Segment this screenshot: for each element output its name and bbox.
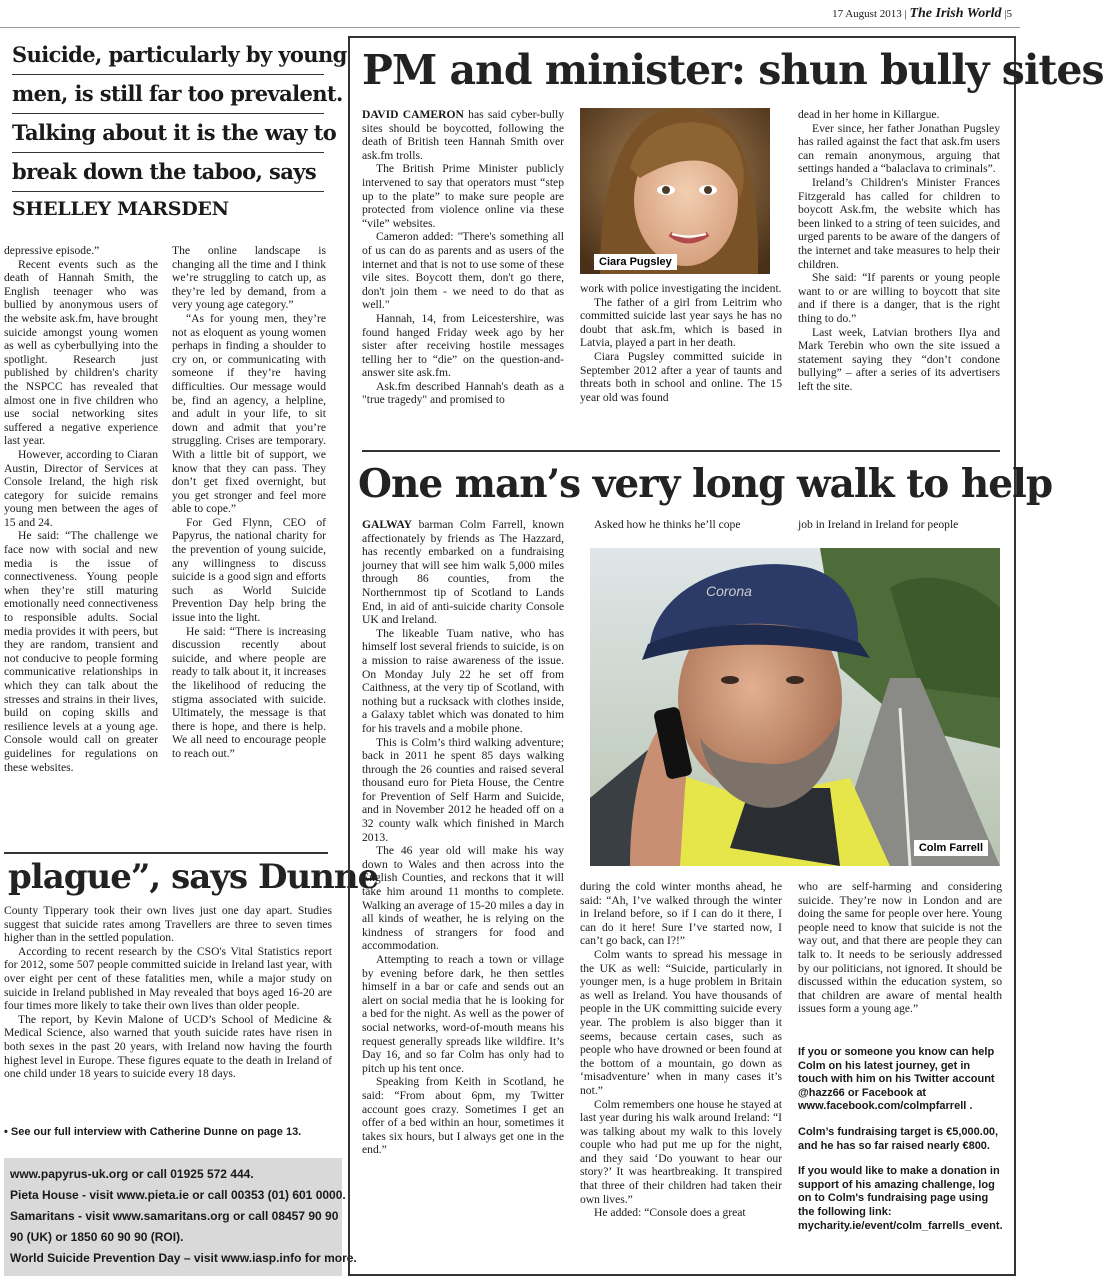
paragraph: Ireland’s Children's Minister Frances Fitzgerald has called for children to boycott Ask.fm, the website which has been linked to a string of teen suicides, and urged parents to be aware of the dangers of the internet and take measures to help their children. (798, 175, 1000, 271)
walk-article-column-2 (580, 880, 782, 1260)
deck-line: Talking about it is the way to (12, 114, 324, 153)
paragraph: The father of a girl from Leitrim who committed suicide last year says he has no doubt that ask.fm, which is based in Latvia, played a part in her death. (580, 295, 782, 350)
helpline-line: www.papyrus-uk.org or call 01925 572 444. (10, 1167, 254, 1181)
paragraph: She said: “If parents or young people want to or are willing to boycott that site and if there is a danger, that is the right thing to do.” (798, 271, 1000, 325)
paragraph: The report, by Kevin Malone of UCD’s School of Medicine & Medical Science, also warned that youth suicide rates have risen in both sexes in the past 20 years, with Ireland now having the fourth highest level in Europe. These figures equate to the death in Ireland of one child under 18 years to suicide every 18 days. (4, 1012, 332, 1081)
paragraph: He said: “There is increasing discussion recently about suicide, and where people are ready to talk about it, it increases the likelihood of reducing the stigma associated with suicide. Ultimately, the message is that there is hope, and there is help. We all need to encourage people to reach out.” (172, 624, 326, 760)
helpline-line: 90 (UK) or 1850 60 90 90 (ROI). (10, 1230, 184, 1244)
header-meta (832, 6, 1012, 22)
paragraph: during the cold winter months ahead, he said: “Ah, I’ve walked through the winter in Ireland before, so if I can do it there, I can do it here! Sure I’ve started now, I can’t go back, can I?!” (580, 880, 782, 948)
helpline-line: Pieta House - visit www.pieta.ie or call 00353 (01) 601 0000. (10, 1188, 346, 1202)
paragraph: Hannah, 14, from Leicestershire, was found hanged Friday week ago by her sister after receiving hostile messages telling her to “die” on the question-and-answer site ask.fm. (362, 311, 564, 380)
deck-line: break down the taboo, says (12, 153, 324, 192)
paragraph: Colm remembers one house he stayed at last year during his walk around Ireland: “I was talking about my walk to this lovely couple who had put me up for the night, and they said ‘Do youwant to hear our story?’ It was heartbreaking. It transpired that three of their children had taken their own lives.” (580, 1097, 782, 1206)
paragraph: “As for young men, they’re not as eloquent as young women perhaps in finding a shoulder to cry on, or communicating with someone if they’re having difficulties. Our message would be, find an agency, a helpline, and adult in your life, to sit down and admit that you’re struggling. Crises are temporary. With a little bit of support, we know that they can pass. They don’t get fixed overnight, but you get stronger and feel more able to cope.” (172, 311, 326, 516)
dunne-article-body (4, 904, 332, 1114)
paragraph: This is Colm’s third walking adventure; back in 2011 he spent 85 days walking through the 26 counties and raised several thousand euro for Pieta House, the Centre for Prevention of Self Harm and Suicide, and in November 2012 he headed off on a 32 county walk which finished in March 2013. (362, 735, 564, 844)
paragraph: dead in her home in Killargue. (798, 108, 940, 121)
paragraph: job in Ireland in Ireland for people (798, 518, 959, 531)
page-number: 5 (1006, 8, 1012, 20)
paragraph: County Tipperary took their own lives just one day apart. Studies suggest that suicide rates among Travellers are three to seven times higher than in the settled population. (4, 904, 332, 945)
dunne-interview-note: • See our full interview with Catherine Dunne on page 13. (4, 1126, 302, 1138)
paragraph: Ask.fm described Hannah's death as a "true tragedy" and promised to (362, 379, 564, 407)
left-article-column-2 (172, 244, 326, 842)
paragraph: Last week, Latvian brothers Ilya and Mark Terebin who own the site issued a statement saying they “don’t condone bullying” – after a series of its advertisers left the site. (798, 325, 1000, 393)
paragraph: However, according to Ciaran Austin, Director of Services at Console Ireland, the high risk category for suicide remains young men between the ages of 15 and 24. (4, 447, 158, 529)
lead-text: barman Colm Farrell, known affectionately by friends as The Hazzard, has recently embarked on a fundraising journey that will see him walk 5,000 miles through 86 counties, from the Northernmost tip of Scotland to Lands End, in aid of anti-suicide charity Console UK and Ireland. (362, 518, 564, 627)
lead-word: DAVID CAMERON (362, 108, 464, 121)
paragraph: According to recent research by the CSO's Vital Statistics report for 2012, some 507 people committed suicide in Ireland last year, with over eight per cent of these fatalities men, while a major study on suicide in Ireland published in May revealed that boys aged 16-20 are four times more likely to take their own lives than older people. (4, 944, 332, 1013)
paragraph (362, 518, 564, 627)
header-separator: | (1004, 8, 1007, 20)
paragraph: Recent events such as the death of Hannah Smith, the English teenager who was bullied by anonymous users of the website ask.fm, have brought suicide amongst young women as well as cyberbullying into the spotlight. Research just published by children's charity the NSPCC has revealed that almost one in five children who use social networking sites suffered a negative experience last year. (4, 257, 158, 448)
paragraph: He said: “The challenge we face now with social and new media is the issue of connectiveness. Young people when they’re still maturing emotionally need connectiveness to responsible adults. Social media provides it with peers, but they are random, transient and not conducive to people forming communicative relationships in which they can talk about the stresses and strains in their lives, build on coping skills and resilience levels at a young age. Console would call on greater guidelines for regulations on these websites. (4, 529, 158, 774)
paragraph: He added: “Console does a great (594, 1206, 746, 1220)
paragraph: The 46 year old will make his way down to Wales and then across into the English Counties, and reckons that it will take him around 11 months to complete. Walking an average of 15-20 miles a day in all kinds of weather, he is relying on the kindness of strangers for food and accommodation. (362, 844, 564, 953)
paragraph: work with police investigating the incident. (580, 282, 782, 295)
issue-date: 17 August 2013 (832, 8, 902, 20)
paragraph: Ever since, her father Jonathan Pugsley has railed against the fact that ask.fm users can remain anonymous, arguing that settings handed a “balaclava to criminals”. (798, 121, 1000, 176)
paragraph: Ciara Pugsley committed suicide in September 2012 after a year of taunts and threats both in school and online. The 15 year old was found (580, 349, 782, 404)
portrait-image (580, 108, 770, 274)
paragraph: Cameron added: "There's something all of us can do as parents and as users of the internet and that is not to use some of these vile sites. Boycott them, don't go there, don't join them - we need to do that as well." (362, 230, 564, 312)
section-divider (362, 450, 1000, 452)
paragraph: depressive episode.” (4, 244, 100, 257)
sidebar-paragraph: If you would like to make a donation in support of his amazing challenge, log on to Colm's fundraising page using the following link: mycharity.ie/event/colm_farrells_event. (798, 1165, 1003, 1232)
header-separator: | (904, 8, 910, 20)
paragraph (362, 108, 564, 162)
pm-article-column-3 (798, 108, 1000, 432)
page-header (0, 0, 1020, 28)
sidebar-paragraph: If you or someone you know can help Colm on his latest journey, get in touch with him on his Twitter account @hazz66 or Facebook at www.facebook.com/colmpfarrell . (798, 1046, 995, 1113)
walk-fundraising-sidebar (798, 1046, 1002, 1246)
walk-headline: One man’s very long walk to help (358, 461, 1053, 507)
left-article-column-1 (4, 244, 158, 842)
photo-caption: Ciara Pugsley (594, 254, 677, 270)
paragraph: Speaking from Keith in Scotland, he said: “From about 6pm, my Twitter account goes crazy. Sometimes I get an offer of a bed within an hour, sometimes it takes six hours, but I always get one in the end.” (362, 1075, 564, 1157)
helpline-line: World Suicide Prevention Day – visit www.iasp.info for more. (10, 1251, 357, 1265)
colm-image (590, 548, 1000, 866)
pm-article-column-1 (362, 108, 564, 428)
lead-text: has said cyber-bully sites should be boycotted, following the death of British teen Hannah Smith over ask.fm trolls. (362, 108, 564, 162)
deck-line: Suicide, particularly by young (12, 36, 324, 75)
dunne-headline: plague”, says Dunne (8, 857, 379, 897)
paragraph: Asked how he thinks he’ll cope (594, 518, 741, 531)
ciara-pugsley-photo (580, 108, 770, 274)
helpline-line: Samaritans - visit www.samaritans.org or call 08457 90 90 (10, 1209, 339, 1223)
walk-column-3-top (798, 518, 1004, 534)
paragraph: who are self-harming and considering suicide. They’re now in London and are doing the same for people over here. Young people need to know that suicide is not the way out, and that there are people they can talk to. It needs to be seriously addressed by our politicians, not ignored. It should be discussed within the education system, so that children are aware of mental health issues form a young age.” (798, 880, 1002, 1016)
paragraph: For Ged Flynn, CEO of Papyrus, the national charity for the prevention of young suicide, any willingness to discuss suicide is a good sign and efforts such as World Suicide Prevention Day help bring the issue into the light. (172, 515, 326, 625)
walk-column-2-top (580, 518, 782, 534)
walk-article-column-3 (798, 880, 1002, 1050)
left-article-deck (12, 36, 347, 226)
deck-line: men, is still far too prevalent. (12, 75, 324, 114)
helpline-box (4, 1158, 357, 1276)
publication-name: The Irish World (909, 6, 1002, 21)
walk-article-column-1 (362, 518, 564, 1258)
byline: SHELLEY MARSDEN (12, 198, 229, 220)
cap-logo-text: Corona (706, 583, 752, 599)
paragraph: Attempting to reach a town or village by evening before dark, he then settles himself in a bar or cafe and sends out an alert on social media that he is looking for a bed for the night. As well as the power of social networks, word-of-mouth means his request generally spreads like wildfire. It’s Day 16, and so far Colm has only had to pitch up his tent once. (362, 953, 564, 1075)
photo-caption: Colm Farrell (914, 840, 988, 856)
paragraph: The likeable Tuam native, who has himself lost several friends to suicide, is on a mission to raise awareness of the issue. On Monday July 22 he set off from Caithness, at the very tip of Scotland, with nothing but a rucksack with clothes inside, a Galaxy tablet which was donated to him for his travels and a mobile phone. (362, 626, 564, 735)
paragraph: The online landscape is changing all the time and I think we’re struggling to catch up, as they’re led by demand, from a very young age category.” (172, 244, 326, 312)
sidebar-paragraph: Colm’s fundraising target is €5,000.00, and he has so far raised nearly €800. (798, 1125, 999, 1152)
pm-article-column-2 (580, 282, 782, 432)
paragraph: Colm wants to spread his message in the UK as well: “Suicide, particularly in younger men, is a huge problem in Britain as well as Ireland. You have thousands of people in the UK committing suicide every year. The problem is also bigger than it seems, because certain cases, such as people who have drowned or been found at the bottom of a mountain, go down as ‘misadventure’ when in many cases it’s not.” (580, 947, 782, 1097)
paragraph: The British Prime Minister publicly intervened to say that operators must “step up to the plate” to make sure people are protected from violence online via these “vile” websites. (362, 162, 564, 230)
lead-word: GALWAY (362, 518, 413, 531)
pm-headline: PM and minister: shun bully sites (362, 46, 1104, 94)
colm-farrell-photo (590, 548, 1000, 866)
